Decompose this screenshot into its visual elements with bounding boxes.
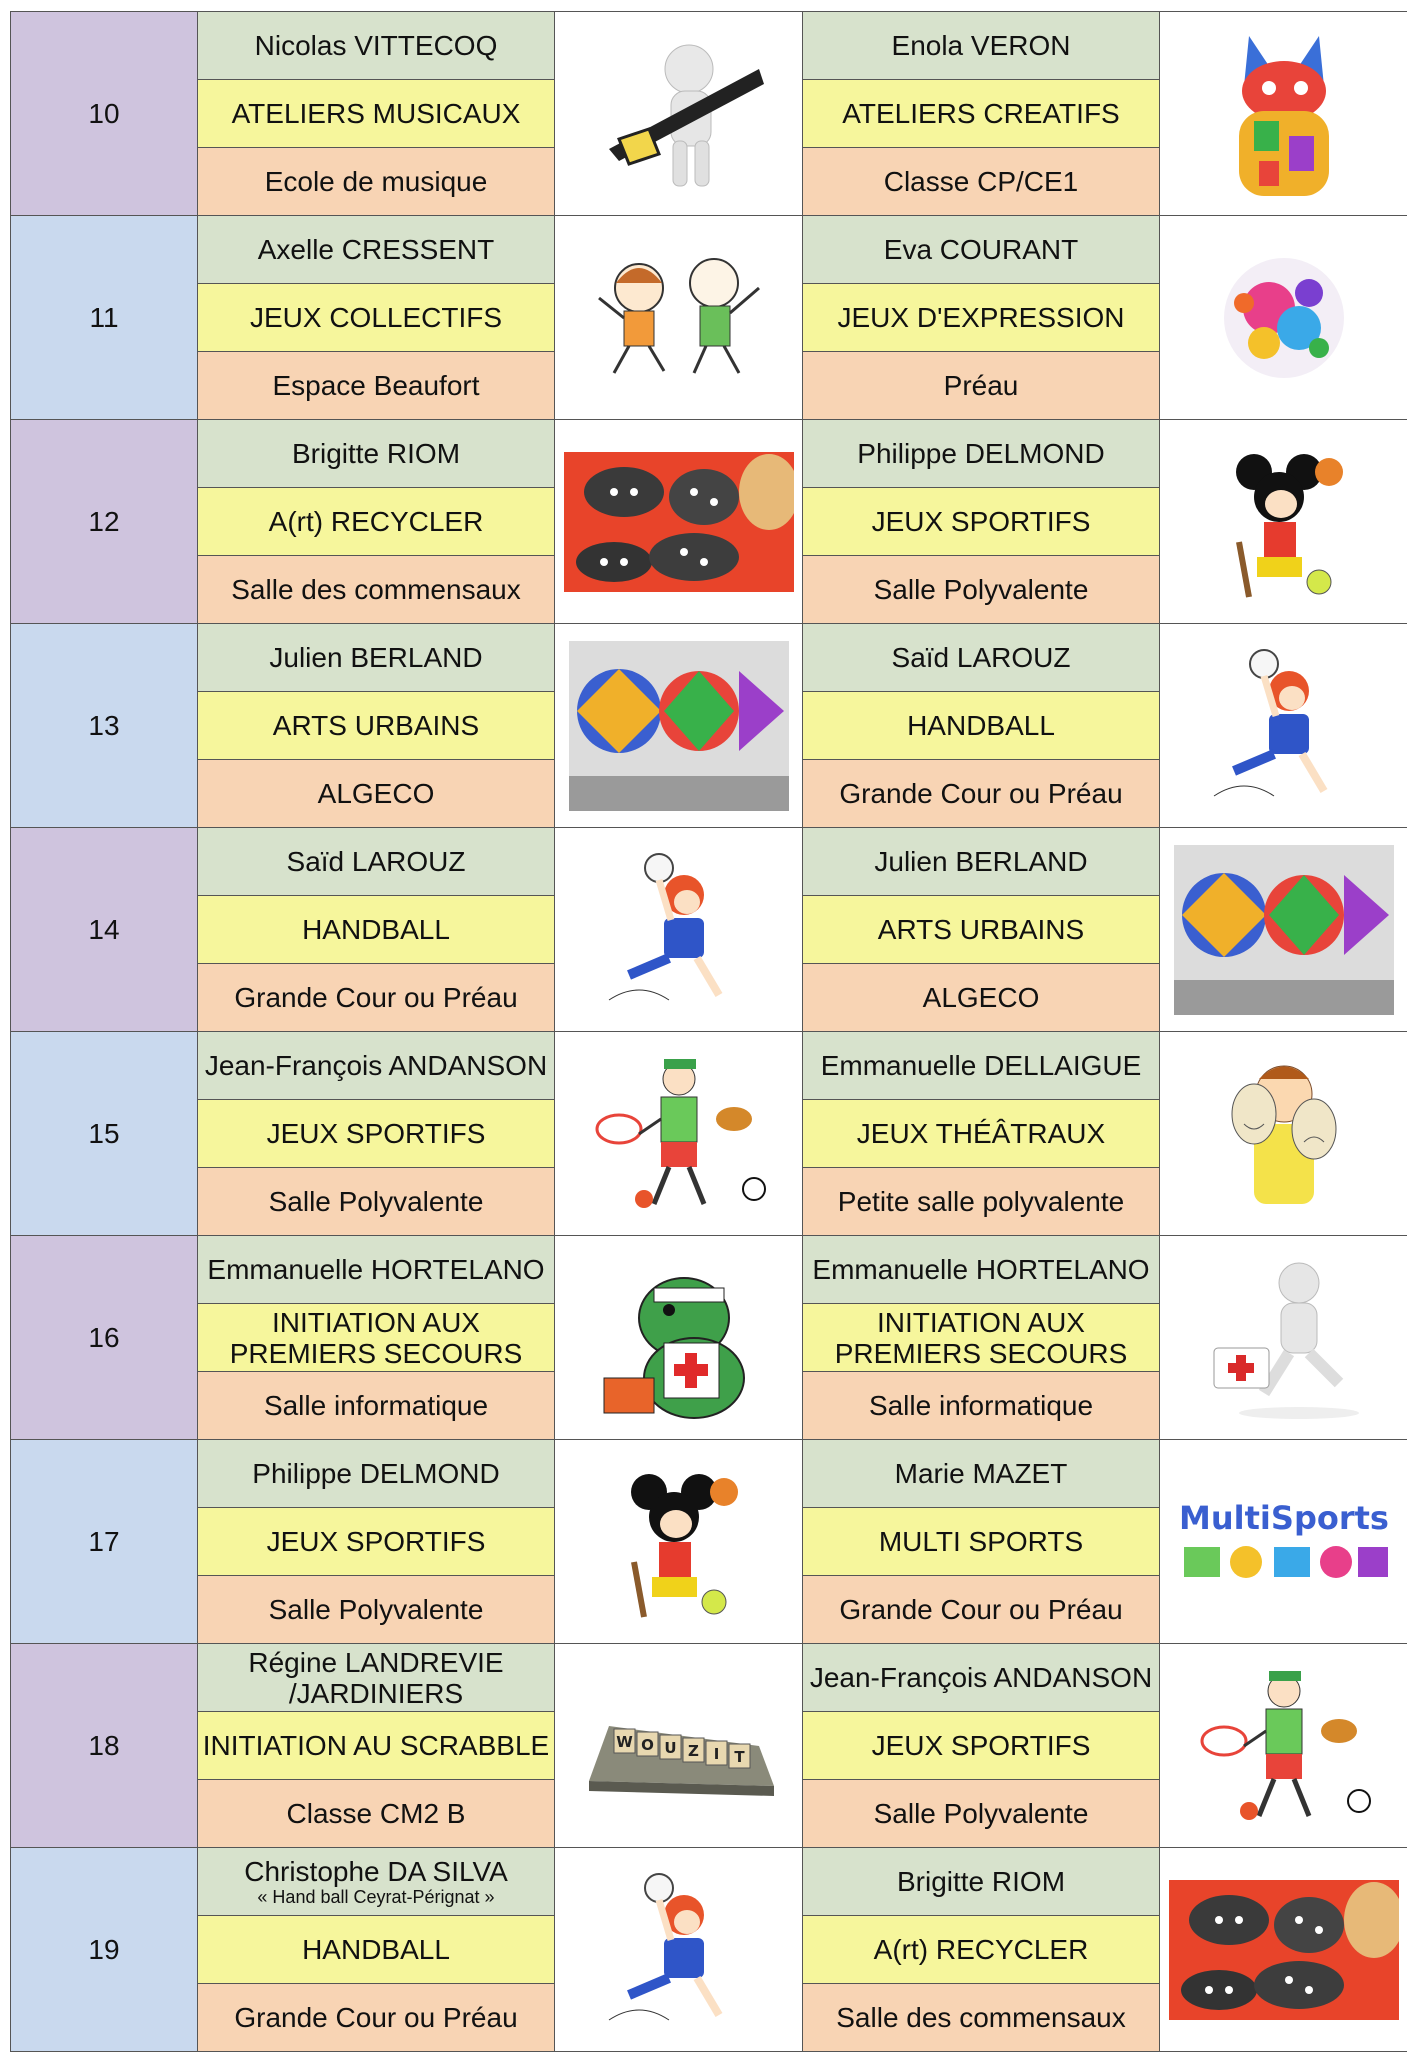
left-activity-location xyxy=(198,148,555,216)
activity-location: Salle informatique xyxy=(264,1390,488,1421)
table-row xyxy=(11,216,1407,284)
group-number xyxy=(11,12,198,216)
activity-title: JEUX SPORTIFS xyxy=(872,1730,1091,1761)
graffiti-wall-icon xyxy=(555,641,802,811)
left-activity-title xyxy=(198,80,555,148)
left-activity-illustration xyxy=(555,1644,803,1848)
activity-title: INITIATION AUX PREMIERS SECOURS xyxy=(835,1307,1128,1369)
left-activity-location xyxy=(198,1780,555,1848)
left-animator-name xyxy=(198,1032,555,1100)
left-activity-title xyxy=(198,1712,555,1780)
group-number xyxy=(11,1032,198,1236)
handball-player-icon xyxy=(555,850,802,1010)
animator-name: Nicolas VITTECOQ xyxy=(255,30,498,61)
right-activity-location xyxy=(803,1984,1160,2052)
right-activity-title xyxy=(803,1508,1160,1576)
animator-name: Emmanuelle DELLAIGUE xyxy=(821,1050,1142,1081)
right-activity-title xyxy=(803,1916,1160,1984)
activity-title: A(rt) RECYCLER xyxy=(269,506,484,537)
domino-stones-icon xyxy=(555,452,802,592)
right-activity-location xyxy=(803,1780,1160,1848)
left-animator-name xyxy=(198,216,555,284)
left-animator-name xyxy=(198,1236,555,1304)
left-activity-location xyxy=(198,1372,555,1440)
group-number-label: 19 xyxy=(88,1934,119,1965)
animator-name: Philippe DELMOND xyxy=(857,438,1104,469)
activity-title: JEUX SPORTIFS xyxy=(267,1118,486,1149)
right-activity-location xyxy=(803,1372,1160,1440)
table-row xyxy=(11,12,1407,80)
svg-text:MultiSports: MultiSports xyxy=(1179,1499,1389,1537)
activity-title: JEUX THÉÂTRAUX xyxy=(857,1118,1105,1149)
activity-title: ARTS URBAINS xyxy=(273,710,479,741)
group-number-label: 10 xyxy=(88,98,119,129)
right-activity-title xyxy=(803,284,1160,352)
activity-location: Grande Cour ou Préau xyxy=(839,778,1122,809)
left-activity-title xyxy=(198,488,555,556)
animator-name: Marie MAZET xyxy=(895,1458,1068,1489)
paint-splash-icon xyxy=(1160,248,1407,388)
activity-title: A(rt) RECYCLER xyxy=(874,1934,1089,1965)
animator-note: « Hand ball Ceyrat-Pérignat » xyxy=(198,1887,554,1907)
activity-location: Salle informatique xyxy=(869,1390,1093,1421)
activity-title: MULTI SPORTS xyxy=(879,1526,1083,1557)
activity-location: Classe CP/CE1 xyxy=(884,166,1079,197)
table-row xyxy=(11,1032,1407,1100)
guitar-player-icon xyxy=(555,29,802,199)
activity-title: HANDBALL xyxy=(302,1934,450,1965)
activity-location: Salle Polyvalente xyxy=(874,574,1089,605)
group-number-label: 12 xyxy=(88,506,119,537)
group-number-label: 15 xyxy=(88,1118,119,1149)
animator-name: Régine LANDREVIE /JARDINIERS xyxy=(248,1647,503,1709)
right-activity-illustration xyxy=(1160,1848,1407,2052)
left-activity-title xyxy=(198,692,555,760)
table-row xyxy=(11,1440,1407,1508)
left-activity-title xyxy=(198,1508,555,1576)
left-animator-name xyxy=(198,1848,555,1916)
right-animator-name xyxy=(803,828,1160,896)
multisports-logo-icon xyxy=(1160,1487,1407,1597)
svg-text:O: O xyxy=(641,1736,654,1754)
animator-name: Emmanuelle HORTELANO xyxy=(207,1254,544,1285)
group-number xyxy=(11,1236,198,1440)
svg-text:I: I xyxy=(713,1745,719,1763)
right-activity-title xyxy=(803,1100,1160,1168)
first-aid-runner-icon xyxy=(1160,1253,1407,1423)
activity-location: Salle des commensaux xyxy=(836,2002,1125,2033)
right-animator-name xyxy=(803,1236,1160,1304)
right-activity-illustration xyxy=(1160,1440,1407,1644)
left-activity-illustration xyxy=(555,216,803,420)
right-activity-location xyxy=(803,1576,1160,1644)
left-activity-illustration xyxy=(555,420,803,624)
right-activity-location xyxy=(803,1168,1160,1236)
animator-name: Saïd LAROUZ xyxy=(287,846,466,877)
handball-player-icon xyxy=(555,1870,802,2030)
right-activity-illustration xyxy=(1160,1236,1407,1440)
mickey-sports-icon xyxy=(1160,442,1407,602)
svg-text:U: U xyxy=(664,1739,676,1757)
animator-name: Saïd LAROUZ xyxy=(892,642,1071,673)
group-number xyxy=(11,1848,198,2052)
group-number-label: 16 xyxy=(88,1322,119,1353)
animator-name: Jean-François ANDANSON xyxy=(810,1662,1152,1693)
activity-title: ATELIERS CREATIFS xyxy=(842,98,1119,129)
right-activity-title xyxy=(803,896,1160,964)
activity-location: Salle des commensaux xyxy=(231,574,520,605)
animator-name: Jean-François ANDANSON xyxy=(205,1050,547,1081)
activity-title: HANDBALL xyxy=(302,914,450,945)
scrabble-rack-icon xyxy=(555,1691,802,1801)
left-activity-illustration xyxy=(555,1440,803,1644)
colorful-cat-icon xyxy=(1160,26,1407,201)
animator-name: Eva COURANT xyxy=(884,234,1078,265)
right-activity-title xyxy=(803,1304,1160,1372)
group-number xyxy=(11,1440,198,1644)
activity-title: INITIATION AU SCRABBLE xyxy=(203,1730,549,1761)
right-activity-illustration xyxy=(1160,420,1407,624)
right-activity-illustration xyxy=(1160,216,1407,420)
right-activity-title xyxy=(803,80,1160,148)
right-activity-title xyxy=(803,692,1160,760)
animator-name: Julien BERLAND xyxy=(874,846,1087,877)
left-activity-title xyxy=(198,1916,555,1984)
mickey-sports-icon xyxy=(555,1462,802,1622)
right-activity-location xyxy=(803,148,1160,216)
group-number xyxy=(11,216,198,420)
handball-player-icon xyxy=(1160,646,1407,806)
activity-location: Salle Polyvalente xyxy=(269,1186,484,1217)
left-activity-location xyxy=(198,556,555,624)
group-number-label: 13 xyxy=(88,710,119,741)
schedule-grid xyxy=(10,11,1407,2052)
left-activity-location xyxy=(198,352,555,420)
left-activity-illustration xyxy=(555,12,803,216)
right-animator-name xyxy=(803,12,1160,80)
svg-text:Z: Z xyxy=(688,1742,699,1760)
left-activity-illustration xyxy=(555,1032,803,1236)
right-activity-location xyxy=(803,556,1160,624)
multi-sport-kid-icon xyxy=(1160,1661,1407,1831)
left-activity-illustration xyxy=(555,828,803,1032)
group-number xyxy=(11,624,198,828)
left-animator-name xyxy=(198,1644,555,1712)
left-activity-illustration xyxy=(555,624,803,828)
left-activity-illustration xyxy=(555,1236,803,1440)
first-aid-mole-icon xyxy=(555,1248,802,1428)
group-number-label: 11 xyxy=(89,302,118,333)
table-row xyxy=(11,1848,1407,1916)
activity-title: JEUX SPORTIFS xyxy=(267,1526,486,1557)
group-number-label: 14 xyxy=(88,914,119,945)
animator-name: Christophe DA SILVA xyxy=(244,1856,508,1887)
activity-location: Salle Polyvalente xyxy=(269,1594,484,1625)
activity-location: Classe CM2 B xyxy=(287,1798,466,1829)
left-activity-location xyxy=(198,760,555,828)
left-animator-name xyxy=(198,624,555,692)
activity-location: Salle Polyvalente xyxy=(874,1798,1089,1829)
activity-title: HANDBALL xyxy=(907,710,1055,741)
activity-location: Espace Beaufort xyxy=(272,370,479,401)
activity-location: Grande Cour ou Préau xyxy=(234,982,517,1013)
multi-sport-kid-icon xyxy=(555,1049,802,1219)
right-animator-name xyxy=(803,1848,1160,1916)
animator-name: Enola VERON xyxy=(892,30,1071,61)
svg-text:T: T xyxy=(734,1748,745,1766)
left-activity-illustration xyxy=(555,1848,803,2052)
svg-text:W: W xyxy=(616,1733,633,1751)
animator-name: Brigitte RIOM xyxy=(292,438,460,469)
table-row xyxy=(11,1236,1407,1304)
right-animator-name xyxy=(803,624,1160,692)
animator-name: Emmanuelle HORTELANO xyxy=(812,1254,1149,1285)
animator-name: Brigitte RIOM xyxy=(897,1866,1065,1897)
activity-location: Petite salle polyvalente xyxy=(838,1186,1124,1217)
right-activity-illustration xyxy=(1160,828,1407,1032)
activity-title: ATELIERS MUSICAUX xyxy=(232,98,521,129)
group-number xyxy=(11,420,198,624)
jumping-kids-icon xyxy=(555,253,802,383)
table-row xyxy=(11,828,1407,896)
left-activity-title xyxy=(198,1100,555,1168)
schedule-table xyxy=(10,11,1407,2052)
right-animator-name xyxy=(803,1644,1160,1712)
table-row xyxy=(11,624,1407,692)
theatre-masks-icon xyxy=(1160,1054,1407,1214)
domino-stones-icon xyxy=(1160,1880,1407,2020)
activity-location: Grande Cour ou Préau xyxy=(839,1594,1122,1625)
right-activity-location xyxy=(803,352,1160,420)
right-activity-illustration xyxy=(1160,1032,1407,1236)
activity-location: Grande Cour ou Préau xyxy=(234,2002,517,2033)
group-number xyxy=(11,828,198,1032)
right-activity-location xyxy=(803,964,1160,1032)
left-activity-location xyxy=(198,1984,555,2052)
left-activity-location xyxy=(198,964,555,1032)
left-animator-name xyxy=(198,420,555,488)
activity-location: Ecole de musique xyxy=(265,166,488,197)
right-activity-illustration xyxy=(1160,1644,1407,1848)
activity-title: INITIATION AUX PREMIERS SECOURS xyxy=(230,1307,523,1369)
left-animator-name xyxy=(198,12,555,80)
table-row xyxy=(11,420,1407,488)
group-number-label: 17 xyxy=(88,1526,119,1557)
activity-location: ALGECO xyxy=(318,778,435,809)
left-activity-title xyxy=(198,284,555,352)
left-activity-location xyxy=(198,1168,555,1236)
activity-location: ALGECO xyxy=(923,982,1040,1013)
table-row xyxy=(11,1644,1407,1712)
right-animator-name xyxy=(803,1032,1160,1100)
left-animator-name xyxy=(198,1440,555,1508)
activity-title: JEUX D'EXPRESSION xyxy=(838,302,1125,333)
right-activity-title xyxy=(803,488,1160,556)
activity-title: JEUX COLLECTIFS xyxy=(250,302,502,333)
right-activity-title xyxy=(803,1712,1160,1780)
left-animator-name xyxy=(198,828,555,896)
animator-name: Julien BERLAND xyxy=(269,642,482,673)
group-number-label: 18 xyxy=(88,1730,119,1761)
right-animator-name xyxy=(803,216,1160,284)
group-number xyxy=(11,1644,198,1848)
right-animator-name xyxy=(803,420,1160,488)
right-activity-illustration xyxy=(1160,624,1407,828)
left-activity-location xyxy=(198,1576,555,1644)
left-activity-title xyxy=(198,896,555,964)
activity-title: ARTS URBAINS xyxy=(878,914,1084,945)
activity-title: JEUX SPORTIFS xyxy=(872,506,1091,537)
right-activity-location xyxy=(803,760,1160,828)
graffiti-wall-icon xyxy=(1160,845,1407,1015)
right-activity-illustration xyxy=(1160,12,1407,216)
animator-name: Axelle CRESSENT xyxy=(258,234,495,265)
left-activity-title xyxy=(198,1304,555,1372)
activity-location: Préau xyxy=(944,370,1019,401)
right-animator-name xyxy=(803,1440,1160,1508)
animator-name: Philippe DELMOND xyxy=(252,1458,499,1489)
